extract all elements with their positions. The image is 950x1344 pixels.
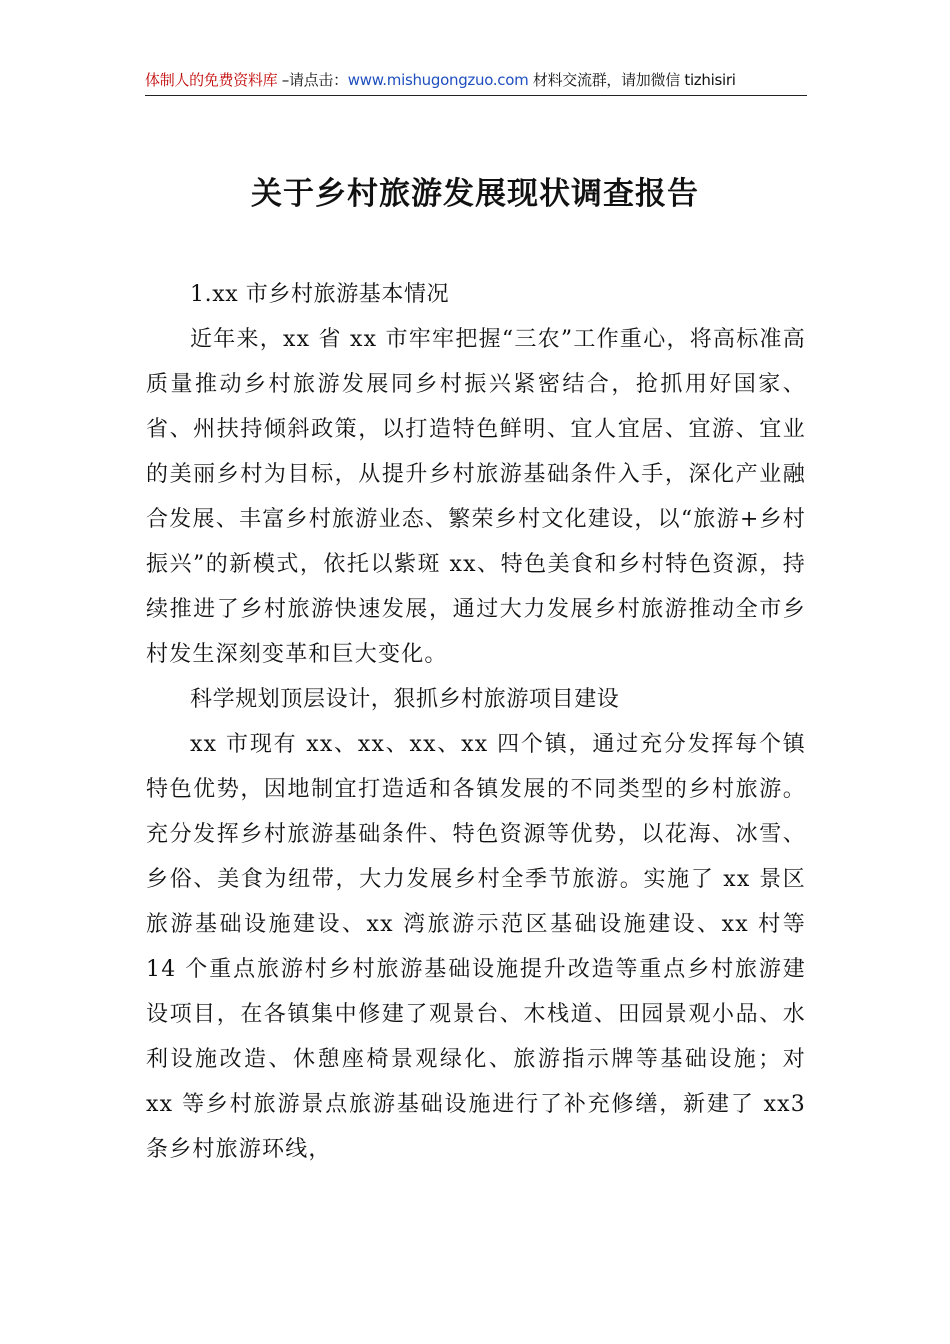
document-body [146, 272, 806, 1172]
document-title: 关于乡村旅游发展现状调查报告 [251, 176, 699, 212]
header-url-link[interactable]: www.mishugongzuo.com [347, 71, 529, 89]
section-heading: 1.xx 市乡村旅游基本情况 [190, 282, 450, 307]
header-prompt: –请点击： [277, 71, 348, 89]
body-paragraph: xx 市现有 xx、xx、xx、xx 四个镇，通过充分发挥每个镇特色优势，因地制宜打造适和各镇发展的不同类型的乡村旅游。充分发挥乡村旅游基础条件、特色资源等优势，以花海、冰雪、乡俗、美食为纽带，大力发展乡村全季节旅游。实施了 xx 景区旅游基础设施建设、xx 湾旅游示范区基础设施建设、xx 村等 14 个重点旅游村乡村旅游基础设施提升改造等重点乡村旅游建设项目，在各镇集中修建了观景台、木栈道、田园景观小品、水利设施改造、休憩座椅景观绿化、旅游指示牌等基础设施；对 xx 等乡村旅游景点旅游基础设施进行了补充修缮，新建了 xx3 条乡村旅游环线， [146, 732, 806, 1162]
header-brand-link[interactable]: 体制人的免费资料库 [145, 71, 278, 89]
header-divider [145, 95, 807, 96]
subsection-heading: 科学规划顶层设计，狠抓乡村旅游项目建设 [190, 687, 620, 712]
page-header [145, 66, 807, 94]
header-contact-text: 材料交流群，请加微信 tizhisiri [528, 71, 736, 89]
body-paragraph: 近年来，xx 省 xx 市牢牢把握“三农”工作重心，将高标准高质量推动乡村旅游发展同乡村振兴紧密结合，抢抓用好国家、省、州扶持倾斜政策，以打造特色鲜明、宜人宜居、宜游、宜业的美丽乡村为目标，从提升乡村旅游基础条件入手，深化产业融合发展、丰富乡村旅游业态、繁荣乡村文化建设，以“旅游+乡村振兴”的新模式，依托以紫斑 xx、特色美食和乡村特色资源，持续推进了乡村旅游快速发展，通过大力发展乡村旅游推动全市乡村发生深刻变革和巨大变化。 [146, 327, 806, 667]
